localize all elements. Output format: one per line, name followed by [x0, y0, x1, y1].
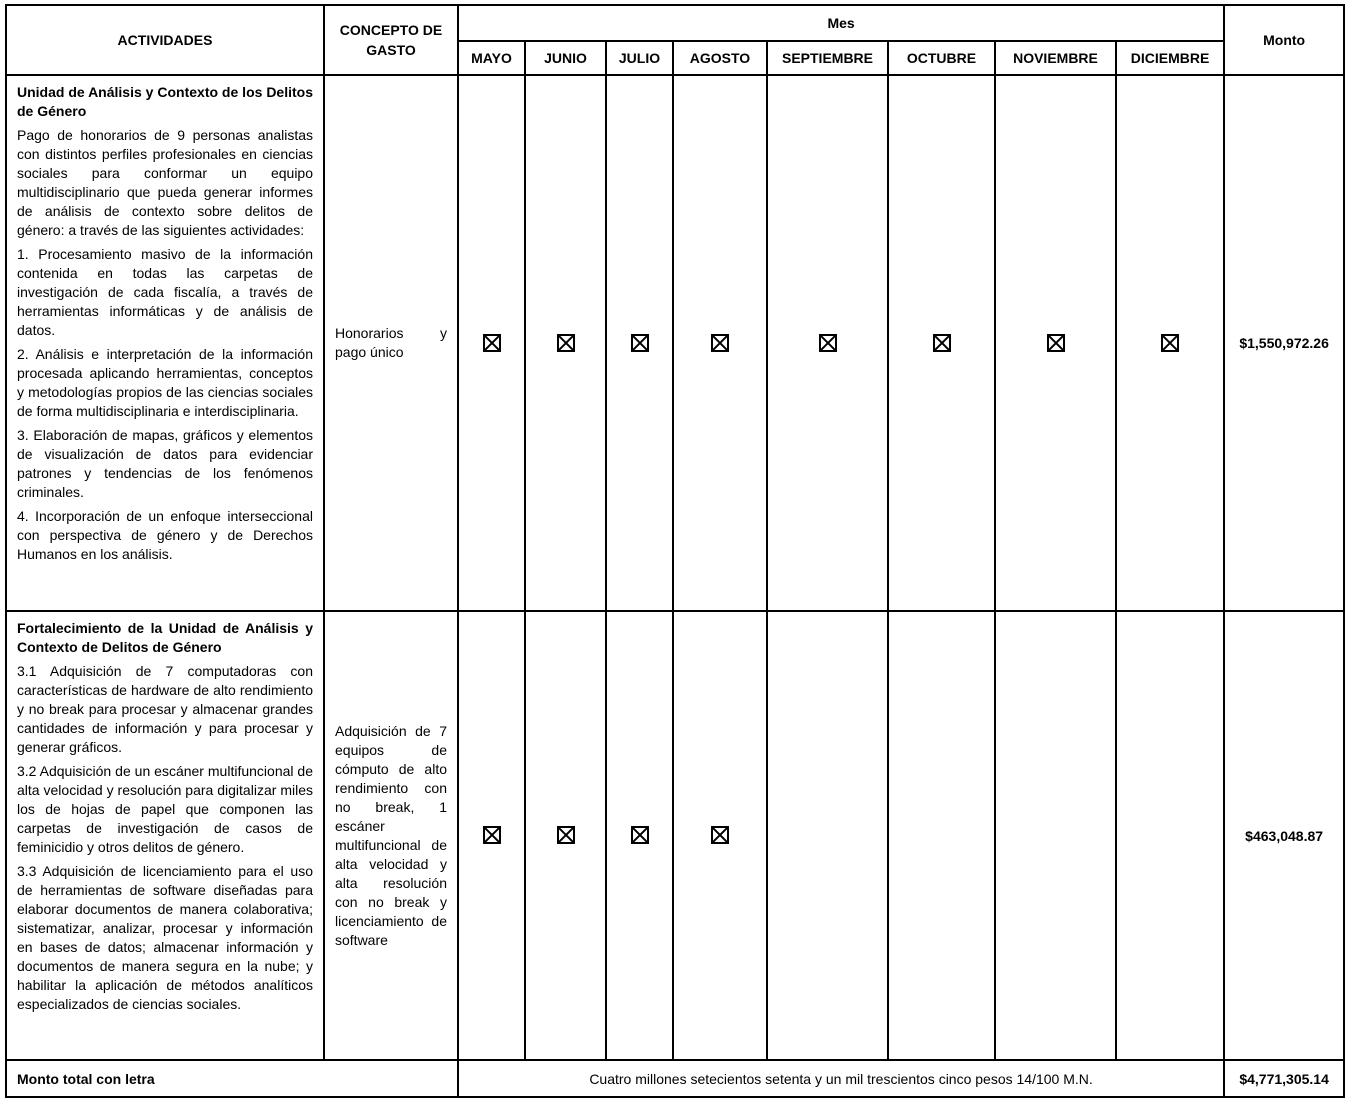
- header-month-junio: JUNIO: [525, 41, 606, 75]
- month-cell: [458, 611, 525, 1060]
- month-cell: [1116, 611, 1224, 1060]
- checked-box-icon: [711, 826, 729, 844]
- month-cell: [888, 75, 995, 611]
- activity-paragraph: 3.2 Adquisición de un escáner multifuncional de alta velocidad y resolución para digitalizar miles los de hojas de papel que componen las carpetas de investigación de casos de feminicidio y otros delitos de género.: [17, 763, 313, 855]
- month-cell: [673, 75, 767, 611]
- checked-box-icon: [557, 334, 575, 352]
- month-cell: [606, 611, 673, 1060]
- activity-paragraph: 3.3 Adquisición de licenciamiento para el uso de herramientas de software diseñadas para elaborar documentos de manera colaborativa; sistematizar, analizar, procesar y información en bases de datos; almacenar información y documentos de manera segura en la nube; y habilitar la aplicación de métodos analíticos especializados de ciencias sociales.: [17, 863, 313, 1012]
- table-row: [6, 611, 1344, 1060]
- monto-cell: $463,048.87: [1224, 611, 1344, 1060]
- activity-paragraph: 3.1 Adquisición de 7 computadoras con características de hardware de alto rendimiento y no break para procesar y almacenar grandes cantidades de información y para procesar y generar gráficos.: [17, 663, 313, 755]
- header-month-octubre: OCTUBRE: [888, 41, 995, 75]
- checked-box-icon: [483, 826, 501, 844]
- month-cell: [767, 611, 888, 1060]
- header-monto: Monto: [1224, 5, 1344, 75]
- activity-paragraph: 1. Procesamiento masivo de la información contenida en todas las carpetas de investigación de cada fiscalía, a través de herramientas informáticas y de análisis de datos.: [17, 246, 313, 338]
- header-month-septiembre: SEPTIEMBRE: [767, 41, 888, 75]
- activity-paragraph: 4. Incorporación de un enfoque interseccional con perspectiva de género y de Derechos Humanos en los análisis.: [17, 508, 313, 562]
- header-month-noviembre: NOVIEMBRE: [995, 41, 1116, 75]
- checked-box-icon: [631, 334, 649, 352]
- activity-cell: [6, 611, 324, 1060]
- checked-box-icon: [711, 334, 729, 352]
- activity-cell: [6, 75, 324, 611]
- month-cell: [458, 75, 525, 611]
- month-cell: [767, 75, 888, 611]
- total-row: [6, 1060, 1344, 1097]
- header-month-agosto: AGOSTO: [673, 41, 767, 75]
- checked-box-icon: [1161, 334, 1179, 352]
- total-label: Monto total con letra: [6, 1060, 458, 1097]
- activity-title: Fortalecimiento de la Unidad de Análisis y Contexto de Delitos de Género: [17, 620, 313, 655]
- total-amount: $4,771,305.14: [1224, 1060, 1344, 1097]
- monto-cell: $1,550,972.26: [1224, 75, 1344, 611]
- activity-paragraph: 2. Análisis e interpretación de la información procesada aplicando herramientas, conceptos y metodologías propios de las ciencias sociales de forma multidisciplinaria e interdisciplinaria.: [17, 346, 313, 419]
- checked-box-icon: [933, 334, 951, 352]
- month-cell: [888, 611, 995, 1060]
- header-concepto: [324, 5, 458, 75]
- month-cell: [995, 75, 1116, 611]
- checked-box-icon: [1047, 334, 1065, 352]
- activity-paragraph: 3. Elaboración de mapas, gráficos y elementos de visualización de datos para evidenciar patrones y tendencias de los fenómenos criminales.: [17, 427, 313, 500]
- header-actividades: ACTIVIDADES: [6, 5, 324, 75]
- concepto-cell: Adquisición de 7 equipos de cómputo de alto rendimiento con no break, 1 escáner multifuncional de alta velocidad y alta resolución con no break y licenciamiento de software: [324, 611, 458, 1060]
- header-mes: Mes: [458, 5, 1224, 41]
- checked-box-icon: [819, 334, 837, 352]
- month-cell: [1116, 75, 1224, 611]
- header-month-mayo: MAYO: [458, 41, 525, 75]
- table-row: [6, 75, 1344, 611]
- month-cell: [606, 75, 673, 611]
- total-words: Cuatro millones setecientos setenta y un mil trescientos cinco pesos 14/100 M.N.: [458, 1060, 1224, 1097]
- header-month-diciembre: DICIEMBRE: [1116, 41, 1224, 75]
- month-cell: [525, 75, 606, 611]
- schedule-table: [5, 4, 1345, 1098]
- activity-paragraph: Pago de honorarios de 9 personas analistas con distintos perfiles profesionales en ciencias sociales para conformar un equipo multidisciplinario que pueda generar informes de análisis de contexto sobre delitos de género: a través de las siguientes actividades:: [17, 127, 313, 238]
- month-cell: [525, 611, 606, 1060]
- month-cell: [673, 611, 767, 1060]
- checked-box-icon: [631, 826, 649, 844]
- checked-box-icon: [483, 334, 501, 352]
- activity-title: Unidad de Análisis y Contexto de los Delitos de Género: [17, 84, 313, 119]
- header-concepto-label: CONCEPTO DE GASTO: [339, 22, 443, 58]
- month-cell: [995, 611, 1116, 1060]
- header-month-julio: JULIO: [606, 41, 673, 75]
- concepto-cell: Honorarios y pago único: [324, 75, 458, 611]
- checked-box-icon: [557, 826, 575, 844]
